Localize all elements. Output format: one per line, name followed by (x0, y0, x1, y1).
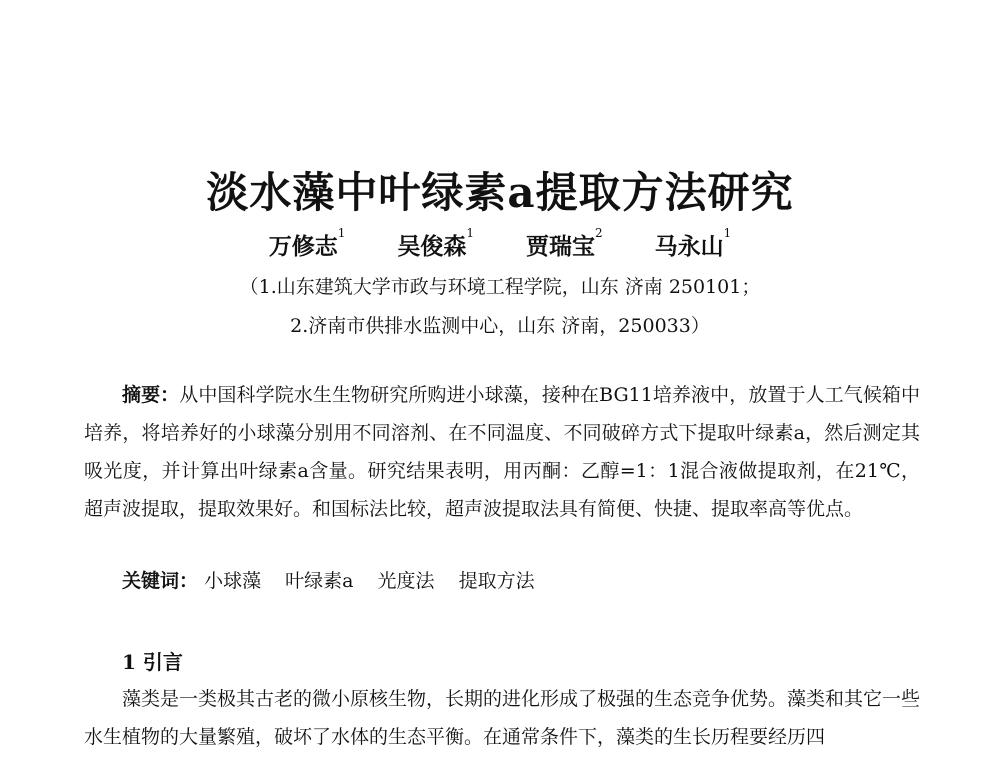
author (655, 228, 732, 261)
abstract-text: 从中国科学院水生生物研究所购进小球藻，接种在BG11培养液中，放置于人工气候箱中培养，将培养好的小球藻分别用不同溶剂、在不同温度、不同破碎方式下提取叶绿素a，然后测定其吸光度，并计算出叶绿素a含量。研究结果表明，用丙酮：乙醇=1：1混合液做提取剂，在21℃，超声波提取，提取效果好。和国标法比较，超声波提取法具有简便、快捷、提取率高等优点。 (84, 384, 920, 520)
affiliation-line-1: （1.山东建筑大学市政与环境工程学院，山东 济南 250101； (239, 276, 761, 298)
abstract-paragraph (84, 376, 920, 528)
section-body (84, 680, 920, 756)
author-name: 万修志 (268, 233, 338, 260)
keywords-label: 关键词： (122, 570, 199, 592)
author (269, 228, 346, 261)
author-list (0, 228, 1000, 261)
keyword: 提取方法 (458, 570, 535, 592)
author-name: 贾瑞宝 (526, 233, 595, 260)
affiliation-mark: 1 (723, 226, 732, 240)
keyword: 小球藻 (204, 570, 262, 592)
body-paragraph: 藻类是一类极其古老的微小原核生物，长期的进化形成了极强的生态竞争优势。藻类和其它一些水生植物的大量繁殖，破坏了水体的生态平衡。在通常条件下，藻类的生长历程要经历四 (84, 688, 921, 748)
author-name: 马永山 (654, 233, 724, 260)
section-heading: 1 引言 (122, 650, 183, 674)
affiliation-mark: 2 (595, 226, 603, 240)
affiliation-line-2: 2.济南市供排水监测中心，山东 济南，250033） (290, 315, 710, 337)
affiliation-mark: 1 (337, 226, 346, 240)
abstract-label: 摘要： (122, 384, 180, 406)
paper-title: 淡水藻中叶绿素a提取方法研究 (206, 168, 794, 217)
author (397, 228, 474, 261)
abstract (84, 376, 920, 528)
keyword: 光度法 (377, 570, 435, 592)
author-name: 吴俊森 (397, 233, 467, 260)
author (526, 228, 603, 261)
keyword: 叶绿素a (285, 570, 354, 592)
affiliation-mark: 1 (466, 226, 474, 240)
keywords (122, 566, 553, 593)
